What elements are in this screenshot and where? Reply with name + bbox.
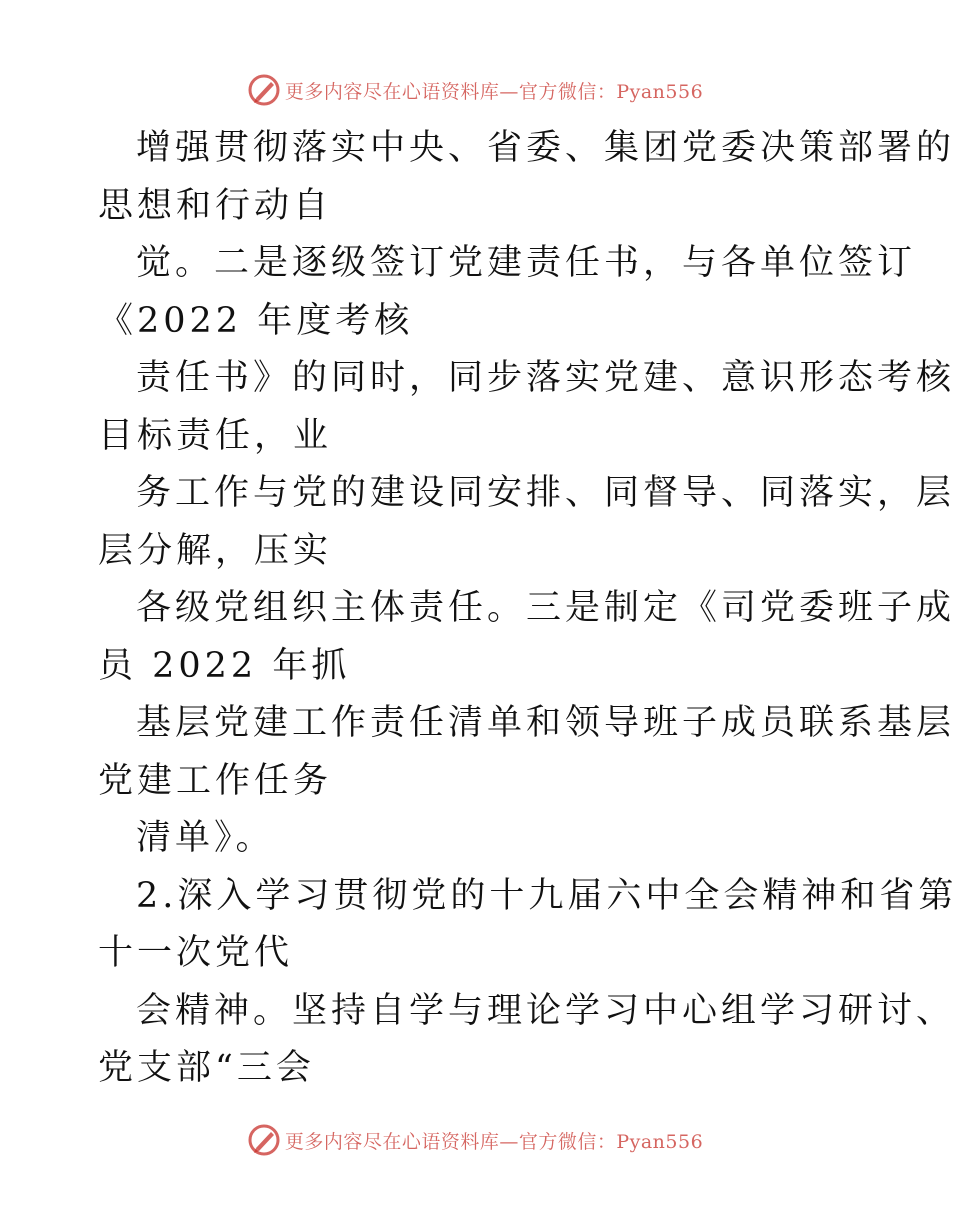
text-line: 十一次党代: [98, 933, 294, 973]
header-banner-text: 更多内容尽在心语资料库—官方微信：Pyan556: [284, 80, 704, 103]
text-line: 各级党组织主体责任。三是制定《司党委班子成: [136, 588, 956, 628]
text-line: 层分解，压实: [98, 530, 333, 571]
text-line: 会精神。坚持自学与理论学习中心组学习研讨、: [136, 990, 956, 1031]
pen-seal-icon: [247, 1123, 281, 1157]
document-body: [98, 120, 957, 1098]
text-line: 务工作与党的建设同安排、同督导、同落实，层: [136, 473, 956, 513]
header-banner: [0, 70, 950, 110]
text-line: 2.深入学习贯彻党的十九届六中全会精神和省第: [136, 875, 957, 916]
text-line: 基层党建工作责任清单和领导班子成员联系基层: [136, 703, 956, 743]
text-line: 清单》。: [136, 818, 275, 858]
text-line: 觉。二是逐级签订党建责任书，与各单位签订: [136, 243, 917, 283]
pen-seal-icon: [247, 73, 281, 107]
text-line: 员 2022 年抓: [98, 645, 351, 686]
text-line: 党建工作任务: [98, 760, 333, 801]
text-line: 目标责任，业: [98, 415, 333, 456]
text-line: 《2022 年度考核: [98, 300, 414, 341]
footer-banner: [0, 1120, 950, 1160]
text-line: 思想和行动自: [98, 185, 333, 226]
text-line: 党支部“三会: [98, 1048, 315, 1088]
text-line: 增强贯彻落实中央、省委、集团党委决策部署的: [136, 128, 956, 168]
text-line: 责任书》的同时，同步落实党建、意识形态考核: [136, 358, 956, 398]
footer-banner-text: 更多内容尽在心语资料库—官方微信：Pyan556: [284, 1130, 704, 1153]
